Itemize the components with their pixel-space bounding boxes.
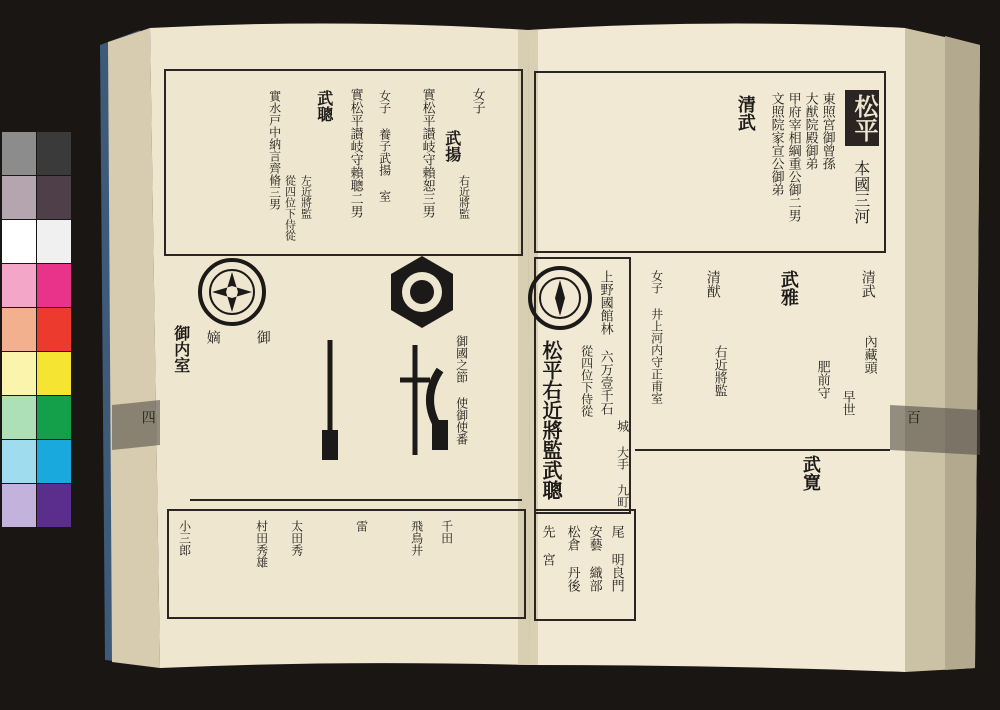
- lower-note-1: 清武: [859, 270, 876, 298]
- left-note-1: 左近將監: [299, 175, 313, 219]
- family-line-2: 女子 養子武揚 室: [377, 90, 392, 202]
- procession-label-1: 御内室: [171, 325, 191, 373]
- procession-label-2: 嫡: [204, 330, 221, 344]
- procession-label-3: 御: [254, 330, 271, 344]
- family-line-1: 實水戸中納言齊脩三男: [267, 90, 282, 210]
- left-header-3: 武揚: [442, 130, 462, 162]
- left-header-2: 實松平讃岐守賴聰二男: [347, 88, 363, 218]
- head-1: 清武: [734, 95, 756, 131]
- lower-note-4: 右近將監: [711, 345, 727, 397]
- register-5: 千田: [439, 520, 454, 544]
- clan-origin: 本國三河: [851, 160, 871, 224]
- lower-note-5: 早世: [839, 390, 855, 416]
- official-3: 安藝 織部: [586, 525, 602, 592]
- official-1: 先 宮: [539, 525, 555, 566]
- rank: 從四位下侍從: [579, 345, 594, 417]
- register-1: 小三郎: [177, 520, 192, 556]
- left-header-1: 武聰: [314, 90, 334, 122]
- register-3: 太田秀: [289, 520, 304, 556]
- lower-note-6: 內藏頭: [861, 335, 877, 374]
- lower-note-2: 女子 井上河内守正甫室: [649, 270, 664, 404]
- stipend: 上野國館林 六万壹千石: [597, 270, 613, 415]
- left-note-2: 從四位下侍從: [283, 175, 297, 241]
- register-4: 飛鳥井: [409, 520, 424, 556]
- lineage-1: 東照宮御曾孫: [819, 92, 835, 170]
- register-6: 雷: [354, 520, 369, 532]
- lineage-2: 大猷院殿御弟: [802, 92, 818, 170]
- head-3: 武寛: [799, 455, 821, 491]
- lower-note-7: 肥前守: [814, 360, 830, 399]
- page-number-left: 四: [139, 410, 156, 424]
- lineage-3: 甲府宰相綱重公御二男: [785, 92, 801, 222]
- lower-note-3: 清猷: [704, 270, 721, 298]
- head-2: 武雅: [777, 270, 799, 306]
- family-line-3: 御國之節 使御使番: [454, 335, 469, 445]
- page-number-right: 百: [904, 410, 921, 424]
- official-4: 尾 明良門: [608, 525, 624, 592]
- left-header-5: 實松平讃岐守賴恕三男: [419, 88, 435, 218]
- clan-name: 松平: [850, 94, 879, 142]
- main-title: 松平右近將監武聰: [539, 340, 563, 500]
- lineage-4: 文照院家宣公御弟: [768, 92, 784, 196]
- clan-name-box: [845, 90, 879, 146]
- castle-info: 城 大手 九町: [615, 420, 630, 508]
- left-header-4: 女子: [469, 88, 485, 114]
- official-2: 松倉 丹後: [564, 525, 580, 592]
- left-note-3: 右近將監: [457, 175, 471, 219]
- register-2: 村田秀雄: [254, 520, 269, 568]
